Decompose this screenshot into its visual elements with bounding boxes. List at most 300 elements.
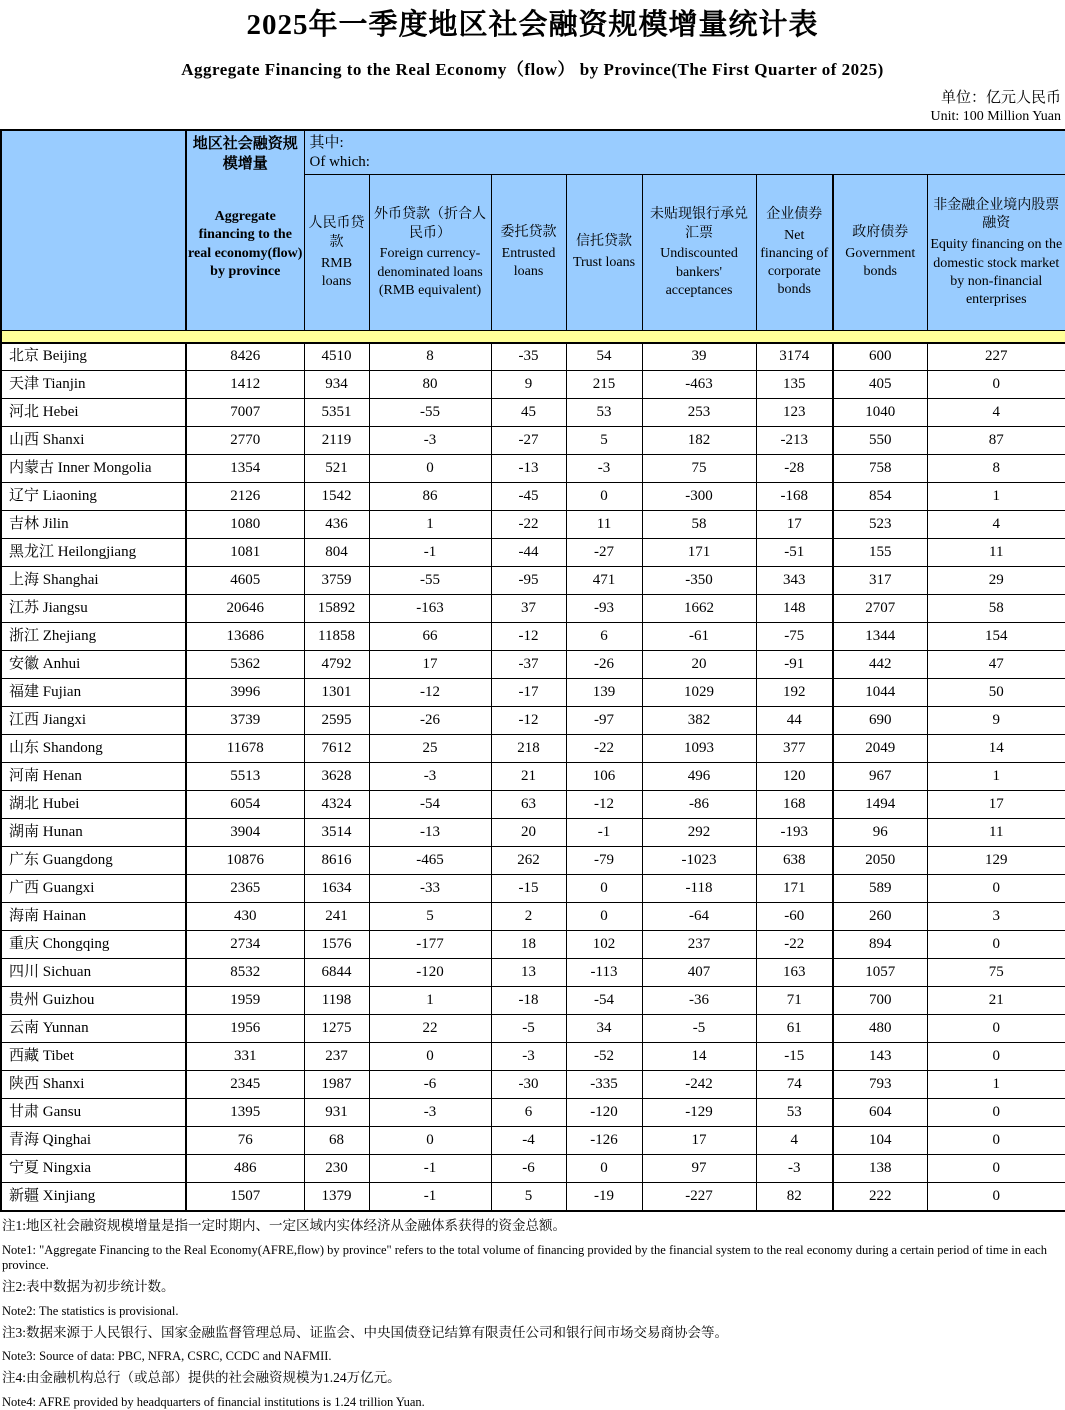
value-cell: 4 <box>927 399 1065 427</box>
province-cell: 山东 Shandong <box>1 735 186 763</box>
value-cell: 0 <box>927 1043 1065 1071</box>
value-cell: 7612 <box>304 735 369 763</box>
value-cell: 1412 <box>186 371 304 399</box>
province-cell: 浙江 Zhejiang <box>1 623 186 651</box>
value-cell: -54 <box>566 987 642 1015</box>
value-cell: 436 <box>304 511 369 539</box>
value-cell: 215 <box>566 371 642 399</box>
value-cell: -4 <box>491 1127 566 1155</box>
col-header-trust-loans <box>566 175 642 331</box>
table-row <box>1 875 1065 903</box>
value-cell: -163 <box>369 595 491 623</box>
value-cell: 1542 <box>304 483 369 511</box>
table-row <box>1 483 1065 511</box>
col-header-aggregate-cn: 地区社会融资规模增量 <box>188 134 303 175</box>
value-cell: 222 <box>833 1183 927 1211</box>
table-row <box>1 735 1065 763</box>
col-header-en: Equity financing on the domestic stock market by non-financial enterprises <box>929 236 1065 309</box>
value-cell: 382 <box>642 707 756 735</box>
table-row <box>1 399 1065 427</box>
value-cell: 1354 <box>186 455 304 483</box>
table-row <box>1 1071 1065 1099</box>
footnote-line: Note4: AFRE provided by headquarters of financial institutions is 1.24 trillion Yuan. <box>2 1395 1065 1410</box>
page-subtitle: Aggregate Financing to the Real Economy（flow） by Province(The First Quarter of 2025) <box>0 55 1065 80</box>
table-row <box>1 707 1065 735</box>
value-cell: 0 <box>566 903 642 931</box>
yellow-band-row <box>1 331 1065 343</box>
table-row <box>1 1155 1065 1183</box>
value-cell: 7007 <box>186 399 304 427</box>
value-cell: 0 <box>927 1183 1065 1211</box>
province-cell: 新疆 Xinjiang <box>1 1183 186 1211</box>
value-cell: -6 <box>491 1155 566 1183</box>
value-cell: 480 <box>833 1015 927 1043</box>
value-cell: 53 <box>566 399 642 427</box>
value-cell: 13686 <box>186 623 304 651</box>
value-cell: -465 <box>369 847 491 875</box>
value-cell: 0 <box>369 455 491 483</box>
value-cell: 1057 <box>833 959 927 987</box>
value-cell: -300 <box>642 483 756 511</box>
value-cell: -193 <box>756 819 833 847</box>
value-cell: 0 <box>927 1155 1065 1183</box>
col-header-aggregate <box>186 130 304 331</box>
value-cell: 182 <box>642 427 756 455</box>
value-cell: 1198 <box>304 987 369 1015</box>
value-cell: 377 <box>756 735 833 763</box>
value-cell: -44 <box>491 539 566 567</box>
value-cell: 8616 <box>304 847 369 875</box>
col-header-ofwhich <box>304 130 1065 175</box>
value-cell: 521 <box>304 455 369 483</box>
value-cell: -52 <box>566 1043 642 1071</box>
value-cell: 11678 <box>186 735 304 763</box>
value-cell: -54 <box>369 791 491 819</box>
value-cell: 405 <box>833 371 927 399</box>
value-cell: 230 <box>304 1155 369 1183</box>
value-cell: 2119 <box>304 427 369 455</box>
province-cell: 安徽 Anhui <box>1 651 186 679</box>
afre-table <box>0 129 1065 1212</box>
value-cell: -15 <box>756 1043 833 1071</box>
province-cell: 上海 Shanghai <box>1 567 186 595</box>
value-cell: -1023 <box>642 847 756 875</box>
province-cell: 天津 Tianjin <box>1 371 186 399</box>
value-cell: 317 <box>833 567 927 595</box>
value-cell: 8532 <box>186 959 304 987</box>
value-cell: -79 <box>566 847 642 875</box>
value-cell: 1081 <box>186 539 304 567</box>
value-cell: -5 <box>491 1015 566 1043</box>
value-cell: -177 <box>369 931 491 959</box>
value-cell: 1987 <box>304 1071 369 1099</box>
value-cell: -27 <box>566 539 642 567</box>
value-cell: 1662 <box>642 595 756 623</box>
value-cell: 1 <box>927 763 1065 791</box>
table-body <box>1 343 1065 1211</box>
unit-label-en: Unit: 100 Million Yuan <box>0 109 1065 125</box>
value-cell: 58 <box>642 511 756 539</box>
value-cell: 1 <box>927 483 1065 511</box>
col-header-cn: 企业债券 <box>758 206 832 225</box>
value-cell: 5 <box>491 1183 566 1211</box>
value-cell: -30 <box>491 1071 566 1099</box>
value-cell: 967 <box>833 763 927 791</box>
province-cell: 内蒙古 Inner Mongolia <box>1 455 186 483</box>
province-cell: 吉林 Jilin <box>1 511 186 539</box>
corner-cell <box>1 130 186 331</box>
province-cell: 四川 Sichuan <box>1 959 186 987</box>
value-cell: 76 <box>186 1127 304 1155</box>
table-row <box>1 427 1065 455</box>
col-header-rmb-loans <box>304 175 369 331</box>
col-header-en: Trust loans <box>568 254 641 272</box>
value-cell: 9 <box>927 707 1065 735</box>
value-cell: 3996 <box>186 679 304 707</box>
value-cell: -26 <box>566 651 642 679</box>
table-row <box>1 987 1065 1015</box>
value-cell: 139 <box>566 679 642 707</box>
value-cell: 5513 <box>186 763 304 791</box>
value-cell: 63 <box>491 791 566 819</box>
value-cell: 1344 <box>833 623 927 651</box>
value-cell: 135 <box>756 371 833 399</box>
value-cell: -463 <box>642 371 756 399</box>
value-cell: 10876 <box>186 847 304 875</box>
value-cell: 71 <box>756 987 833 1015</box>
value-cell: -3 <box>369 427 491 455</box>
table-row <box>1 1015 1065 1043</box>
value-cell: 1093 <box>642 735 756 763</box>
col-header-en: Government bonds <box>835 245 926 281</box>
value-cell: 4 <box>756 1127 833 1155</box>
col-header-en: RMB loans <box>306 255 368 291</box>
value-cell: 25 <box>369 735 491 763</box>
value-cell: 171 <box>756 875 833 903</box>
col-header-cn: 未贴现银行承兑汇票 <box>644 206 755 244</box>
province-cell: 宁夏 Ningxia <box>1 1155 186 1183</box>
value-cell: 0 <box>927 1127 1065 1155</box>
footnote-line: 注1:地区社会融资规模增量是指一定时期内、一定区域内实体经济从金融体系获得的资金总额。 <box>2 1218 1065 1235</box>
value-cell: 604 <box>833 1099 927 1127</box>
table-row <box>1 679 1065 707</box>
value-cell: 331 <box>186 1043 304 1071</box>
value-cell: 120 <box>756 763 833 791</box>
value-cell: 74 <box>756 1071 833 1099</box>
footnote-line: 注3:数据来源于人民银行、国家金融监督管理总局、证监会、中央国债登记结算有限责任公司和银行间市场交易商协会等。 <box>2 1325 1065 1342</box>
table-row <box>1 847 1065 875</box>
value-cell: 589 <box>833 875 927 903</box>
value-cell: -51 <box>756 539 833 567</box>
table-row <box>1 959 1065 987</box>
value-cell: 6 <box>566 623 642 651</box>
value-cell: 29 <box>927 567 1065 595</box>
value-cell: 82 <box>756 1183 833 1211</box>
value-cell: 2126 <box>186 483 304 511</box>
value-cell: 1507 <box>186 1183 304 1211</box>
value-cell: 218 <box>491 735 566 763</box>
value-cell: 0 <box>927 931 1065 959</box>
footnote-line: 注4:由金融机构总行（或总部）提供的社会融资规模为1.24万亿元。 <box>2 1370 1065 1387</box>
value-cell: 8 <box>927 455 1065 483</box>
value-cell: -55 <box>369 567 491 595</box>
value-cell: 75 <box>927 959 1065 987</box>
value-cell: -350 <box>642 567 756 595</box>
value-cell: 2049 <box>833 735 927 763</box>
value-cell: 61 <box>756 1015 833 1043</box>
value-cell: 2050 <box>833 847 927 875</box>
value-cell: 2770 <box>186 427 304 455</box>
value-cell: -120 <box>566 1099 642 1127</box>
value-cell: -37 <box>491 651 566 679</box>
value-cell: -60 <box>756 903 833 931</box>
value-cell: 1956 <box>186 1015 304 1043</box>
value-cell: 523 <box>833 511 927 539</box>
value-cell: 163 <box>756 959 833 987</box>
value-cell: 54 <box>566 343 642 371</box>
value-cell: -1 <box>369 1183 491 1211</box>
value-cell: 700 <box>833 987 927 1015</box>
value-cell: 3514 <box>304 819 369 847</box>
value-cell: 6 <box>491 1099 566 1127</box>
value-cell: 0 <box>927 1015 1065 1043</box>
value-cell: 854 <box>833 483 927 511</box>
col-header-cn: 人民币贷款 <box>306 215 368 253</box>
province-cell: 黑龙江 Heilongjiang <box>1 539 186 567</box>
province-cell: 江西 Jiangxi <box>1 707 186 735</box>
value-cell: 44 <box>756 707 833 735</box>
province-cell: 陕西 Shanxi <box>1 1071 186 1099</box>
value-cell: 11 <box>927 819 1065 847</box>
value-cell: 154 <box>927 623 1065 651</box>
value-cell: 227 <box>927 343 1065 371</box>
value-cell: 5362 <box>186 651 304 679</box>
table-row <box>1 791 1065 819</box>
value-cell: 2595 <box>304 707 369 735</box>
value-cell: 758 <box>833 455 927 483</box>
province-cell: 广东 Guangdong <box>1 847 186 875</box>
col-header-equity-financing <box>927 175 1065 331</box>
col-header-cn: 外币贷款（折合人民币） <box>371 206 490 244</box>
value-cell: 66 <box>369 623 491 651</box>
value-cell: 21 <box>927 987 1065 1015</box>
value-cell: -36 <box>642 987 756 1015</box>
value-cell: 45 <box>491 399 566 427</box>
value-cell: 4 <box>927 511 1065 539</box>
value-cell: -97 <box>566 707 642 735</box>
value-cell: 894 <box>833 931 927 959</box>
value-cell: 2 <box>491 903 566 931</box>
value-cell: 931 <box>304 1099 369 1127</box>
province-cell: 甘肃 Gansu <box>1 1099 186 1127</box>
value-cell: 241 <box>304 903 369 931</box>
value-cell: -120 <box>369 959 491 987</box>
value-cell: 5 <box>369 903 491 931</box>
value-cell: 262 <box>491 847 566 875</box>
value-cell: 86 <box>369 483 491 511</box>
value-cell: 0 <box>927 371 1065 399</box>
col-header-entrusted-loans <box>491 175 566 331</box>
value-cell: 15892 <box>304 595 369 623</box>
footnote-line: Note2: The statistics is provisional. <box>2 1304 1065 1319</box>
value-cell: 1379 <box>304 1183 369 1211</box>
value-cell: 2365 <box>186 875 304 903</box>
value-cell: 3628 <box>304 763 369 791</box>
value-cell: 0 <box>566 483 642 511</box>
value-cell: 75 <box>642 455 756 483</box>
value-cell: 1 <box>369 987 491 1015</box>
table-row <box>1 371 1065 399</box>
province-cell: 广西 Guangxi <box>1 875 186 903</box>
value-cell: 21 <box>491 763 566 791</box>
province-cell: 北京 Beijing <box>1 343 186 371</box>
value-cell: 97 <box>642 1155 756 1183</box>
value-cell: -118 <box>642 875 756 903</box>
province-cell: 云南 Yunnan <box>1 1015 186 1043</box>
value-cell: 0 <box>566 1155 642 1183</box>
value-cell: 1395 <box>186 1099 304 1127</box>
province-cell: 辽宁 Liaoning <box>1 483 186 511</box>
value-cell: 3174 <box>756 343 833 371</box>
table-row <box>1 1043 1065 1071</box>
col-header-cn: 委托贷款 <box>493 224 565 243</box>
value-cell: -33 <box>369 875 491 903</box>
value-cell: -95 <box>491 567 566 595</box>
value-cell: -13 <box>369 819 491 847</box>
value-cell: 6054 <box>186 791 304 819</box>
value-cell: 20 <box>491 819 566 847</box>
value-cell: -213 <box>756 427 833 455</box>
value-cell: -15 <box>491 875 566 903</box>
value-cell: 6844 <box>304 959 369 987</box>
value-cell: 155 <box>833 539 927 567</box>
value-cell: 68 <box>304 1127 369 1155</box>
province-cell: 重庆 Chongqing <box>1 931 186 959</box>
value-cell: -91 <box>756 651 833 679</box>
table-row <box>1 567 1065 595</box>
ofwhich-en: Of which: <box>310 153 1065 173</box>
value-cell: -6 <box>369 1071 491 1099</box>
value-cell: 1029 <box>642 679 756 707</box>
value-cell: 1576 <box>304 931 369 959</box>
value-cell: 690 <box>833 707 927 735</box>
value-cell: -17 <box>491 679 566 707</box>
value-cell: 53 <box>756 1099 833 1127</box>
table-row <box>1 931 1065 959</box>
value-cell: 3904 <box>186 819 304 847</box>
table-row <box>1 595 1065 623</box>
col-header-cn: 信托贷款 <box>568 233 641 252</box>
value-cell: 123 <box>756 399 833 427</box>
value-cell: 237 <box>304 1043 369 1071</box>
value-cell: -55 <box>369 399 491 427</box>
value-cell: 5 <box>566 427 642 455</box>
value-cell: 14 <box>927 735 1065 763</box>
value-cell: 4792 <box>304 651 369 679</box>
value-cell: 407 <box>642 959 756 987</box>
value-cell: 0 <box>927 875 1065 903</box>
province-cell: 山西 Shanxi <box>1 427 186 455</box>
value-cell: -1 <box>369 1155 491 1183</box>
value-cell: -26 <box>369 707 491 735</box>
value-cell: 8426 <box>186 343 304 371</box>
table-row <box>1 343 1065 371</box>
value-cell: 496 <box>642 763 756 791</box>
table-row <box>1 511 1065 539</box>
value-cell: -12 <box>369 679 491 707</box>
province-cell: 西藏 Tibet <box>1 1043 186 1071</box>
table-row <box>1 1099 1065 1127</box>
col-header-en: Undiscounted bankers' acceptances <box>644 245 755 300</box>
value-cell: 13 <box>491 959 566 987</box>
value-cell: -168 <box>756 483 833 511</box>
province-cell: 河南 Henan <box>1 763 186 791</box>
province-cell: 福建 Fujian <box>1 679 186 707</box>
value-cell: 260 <box>833 903 927 931</box>
value-cell: 1 <box>369 511 491 539</box>
value-cell: 20 <box>642 651 756 679</box>
value-cell: -227 <box>642 1183 756 1211</box>
value-cell: 58 <box>927 595 1065 623</box>
province-cell: 江苏 Jiangsu <box>1 595 186 623</box>
value-cell: 237 <box>642 931 756 959</box>
table-row <box>1 651 1065 679</box>
value-cell: -35 <box>491 343 566 371</box>
value-cell: 1301 <box>304 679 369 707</box>
yellow-band <box>1 331 1065 343</box>
value-cell: 104 <box>833 1127 927 1155</box>
value-cell: 4510 <box>304 343 369 371</box>
col-header-cn: 政府债券 <box>835 224 926 243</box>
value-cell: -129 <box>642 1099 756 1127</box>
value-cell: 11 <box>927 539 1065 567</box>
value-cell: -126 <box>566 1127 642 1155</box>
value-cell: -3 <box>491 1043 566 1071</box>
value-cell: -19 <box>566 1183 642 1211</box>
value-cell: 3739 <box>186 707 304 735</box>
province-cell: 湖北 Hubei <box>1 791 186 819</box>
value-cell: 20646 <box>186 595 304 623</box>
value-cell: 17 <box>927 791 1065 819</box>
value-cell: 11 <box>566 511 642 539</box>
value-cell: 3 <box>927 903 1065 931</box>
value-cell: 0 <box>369 1127 491 1155</box>
value-cell: 168 <box>756 791 833 819</box>
value-cell: 14 <box>642 1043 756 1071</box>
value-cell: -22 <box>566 735 642 763</box>
province-cell: 湖南 Hunan <box>1 819 186 847</box>
table-row <box>1 1183 1065 1211</box>
value-cell: 80 <box>369 371 491 399</box>
col-header-corporate-bonds <box>756 175 833 331</box>
value-cell: -1 <box>566 819 642 847</box>
value-cell: 102 <box>566 931 642 959</box>
value-cell: 8 <box>369 343 491 371</box>
value-cell: 2707 <box>833 595 927 623</box>
table-row <box>1 623 1065 651</box>
value-cell: -64 <box>642 903 756 931</box>
value-cell: -242 <box>642 1071 756 1099</box>
value-cell: 11858 <box>304 623 369 651</box>
value-cell: -3 <box>369 1099 491 1127</box>
value-cell: 600 <box>833 343 927 371</box>
footnotes <box>0 1218 1065 1410</box>
value-cell: 804 <box>304 539 369 567</box>
value-cell: -27 <box>491 427 566 455</box>
unit-label-cn: 单位：亿元人民币 <box>0 86 1065 107</box>
value-cell: -5 <box>642 1015 756 1043</box>
value-cell: 430 <box>186 903 304 931</box>
